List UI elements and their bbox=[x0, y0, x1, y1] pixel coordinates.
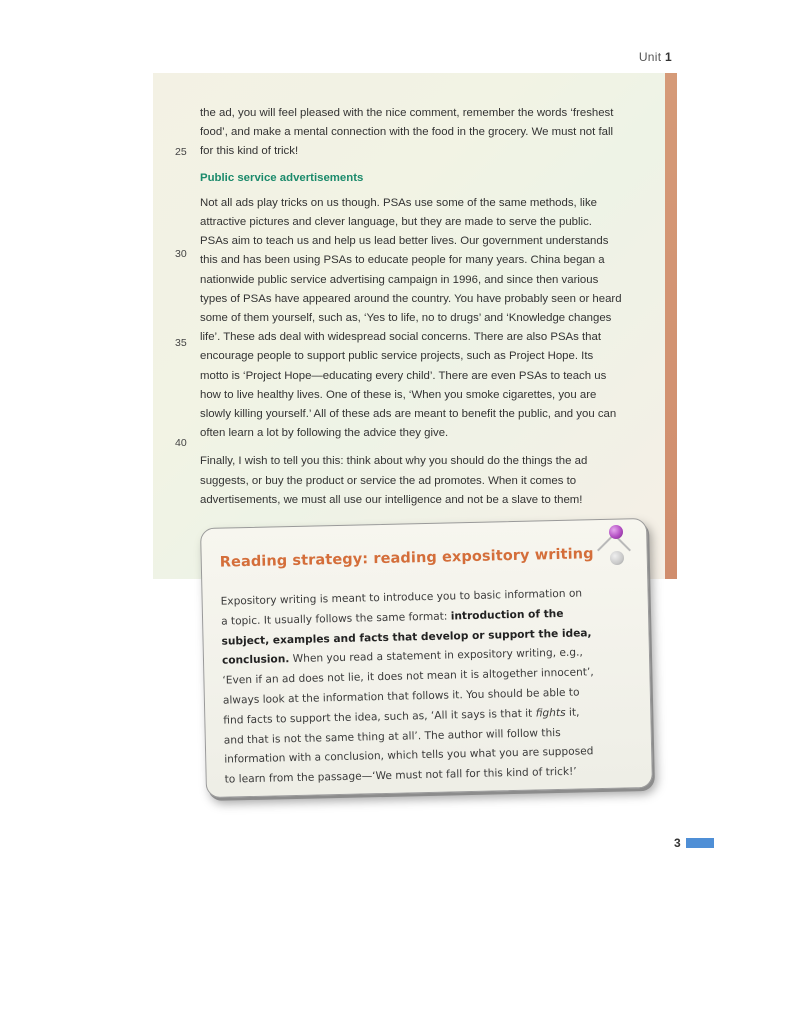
line-number: 35 bbox=[175, 337, 187, 349]
line-number: 25 bbox=[175, 146, 187, 158]
reading-text bbox=[200, 104, 655, 510]
paragraph: Finally, I wish to tell you this: think about why you should do the things the ad suggests, or buy the product or service the ad promotes. When it comes to advertisements, we must all use our intelligence and not be a slave to them! bbox=[200, 455, 588, 506]
page-number-bar bbox=[686, 838, 714, 848]
paragraph: the ad, you will feel pleased with the nice comment, remember the words ‘freshest food’, and make a mental connection with the food in the grocery. We must not fall for this kind of trick! bbox=[200, 107, 614, 158]
strategy-title: Reading strategy: reading expository writing bbox=[219, 546, 594, 571]
reading-strategy-box bbox=[200, 518, 653, 798]
line-number: 30 bbox=[175, 248, 187, 260]
grey-pin-icon bbox=[610, 551, 624, 565]
reading-panel-edge bbox=[665, 73, 677, 579]
line-number: 40 bbox=[175, 437, 187, 449]
paragraph: Not all ads play tricks on us though. PSAs use some of the same methods, like attractive pictures and clever language, but they are made to serve the public. PSAs aim to teach us and help us lead better lives. Our government understands this and has been using PSAs to educate people for many years. China began a nationwide public service advertising campaign in 1996, and since then various types of PSAs have appeared around the country. You have probably seen or heard some of them yourself, such as, ‘Yes to life, no to drugs’ and ‘Knowledge changes life’. These ads deal with widespread social concerns. There are also PSAs that encourage people to support public service projects, such as Project Hope. Its motto is ‘Project Hope—educating every child’. There are even PSAs to teach us how to live healthy lives. One of these is, ‘When you smoke cigarettes, you are slowly killing yourself.’ All of these ads are meant to benefit the public, and you can often learn a lot by following the advice they give. bbox=[200, 196, 622, 440]
unit-label: Unit 1 bbox=[638, 50, 672, 64]
unit-number: 1 bbox=[665, 50, 672, 64]
purple-pin-icon bbox=[609, 525, 623, 539]
page-number: 3 bbox=[674, 836, 681, 850]
section-heading: Public service advertisements bbox=[200, 171, 364, 184]
strategy-body: Expository writing is meant to introduce you to basic information on a topic. It usually follows the same format: introduction of the subject, examples and facts that develop or support the idea, conclusion. When you read a statement in expository writing, e.g., ‘Even if an ad does not lie, it does not mean it is altogether innocent’, always look at the information that follows it. You should be able to find facts to support the idea, such as, ‘All it says is that it fights it, and that is not the same thing at all’. The author will follow this information with a conclusion, which tells you what you are supposed to learn from the passage—‘We must not fall for this kind of trick!’ bbox=[220, 587, 594, 786]
